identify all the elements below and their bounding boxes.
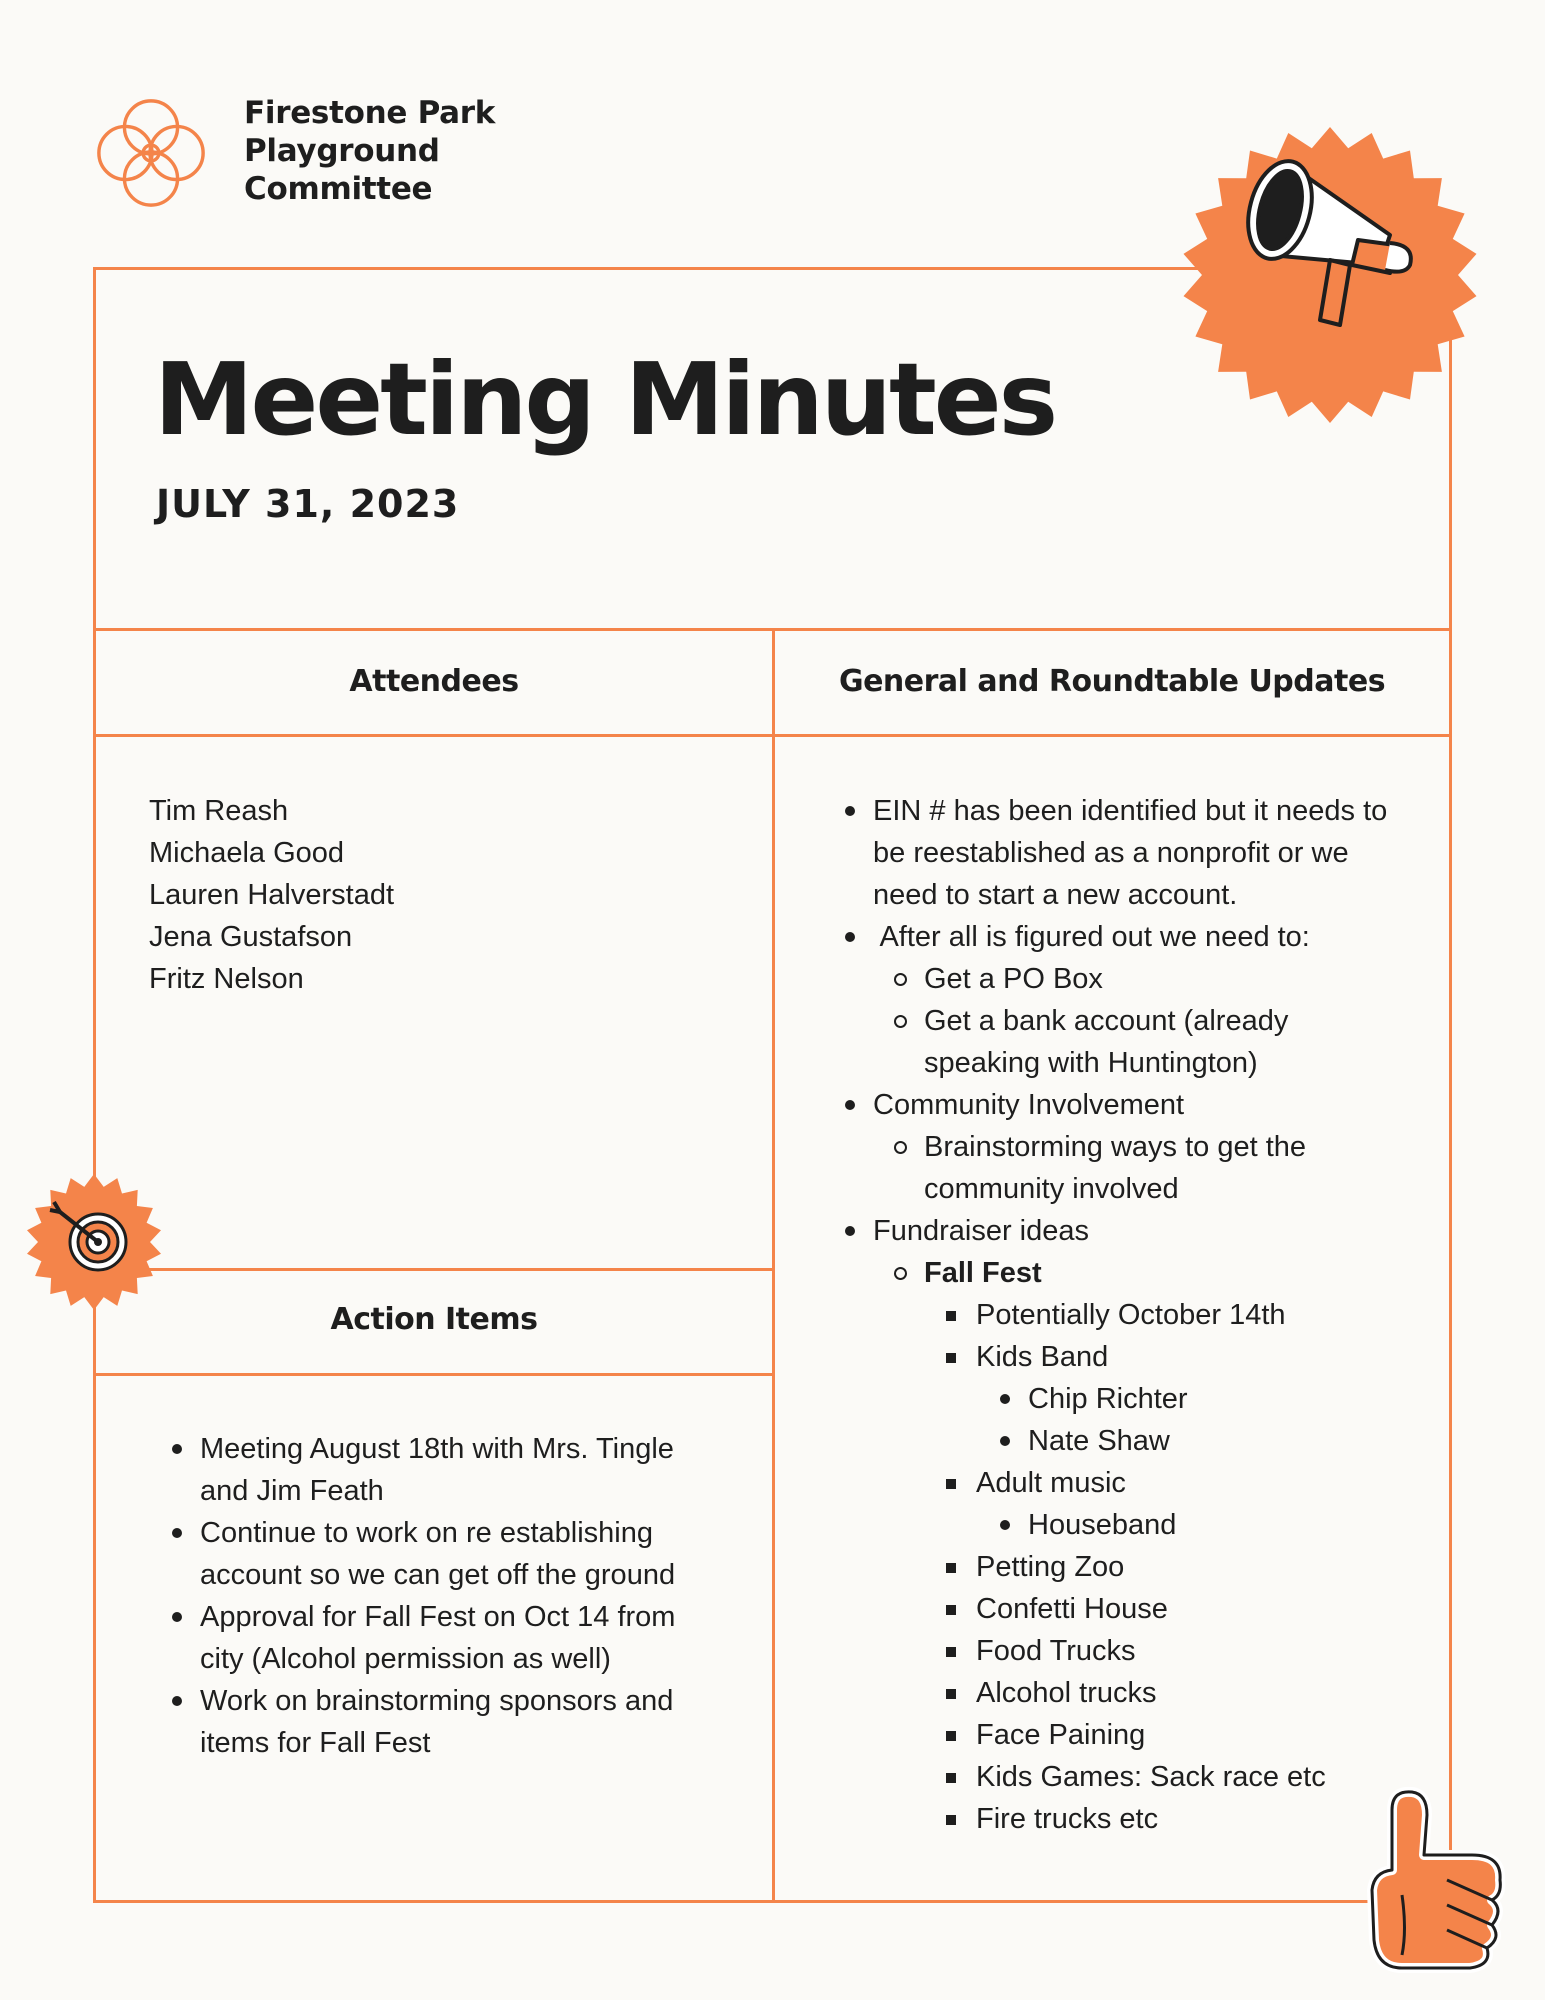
action-item: Continue to work on re establishing account so we can get off the ground — [200, 1512, 720, 1596]
update-subitem: Get a PO Box — [924, 958, 1403, 1000]
action-items-heading: Action Items — [330, 1302, 538, 1337]
update-subsubitem: Confetti House — [976, 1588, 1403, 1630]
attendee-name: Fritz Nelson — [149, 963, 304, 995]
divider-action-items-top — [93, 1268, 775, 1271]
thumbs-up-icon — [1352, 1780, 1512, 1980]
divider-action-items-heading — [93, 1373, 775, 1376]
attendee-name: Lauren Halverstadt — [149, 879, 395, 911]
update-subsubitem: Face Paining — [976, 1714, 1403, 1756]
org-line-3: Committee — [244, 171, 433, 207]
page-title: Meeting Minutes — [154, 341, 1056, 458]
update-subitem: Brainstorming ways to get the community involved — [924, 1126, 1344, 1210]
update-subsubitem: Potentially October 14th — [976, 1294, 1403, 1336]
attendee-name: Jena Gustafson — [149, 921, 353, 953]
update-subsubitem: Petting Zoo — [976, 1546, 1403, 1588]
update-item: After all is figured out we need to: — [873, 916, 1403, 958]
updates-list — [873, 790, 1403, 1840]
action-item: Approval for Fall Fest on Oct 14 from city (Alcohol permission as well) — [200, 1596, 720, 1680]
attendee-name: Tim Reash — [149, 795, 289, 827]
attendees-list — [149, 790, 394, 1000]
action-item: Meeting August 18th with Mrs. Tingle and Jim Feath — [200, 1428, 720, 1512]
org-line-2: Playground — [244, 133, 440, 169]
megaphone-badge-icon — [1180, 125, 1480, 425]
divider-column — [772, 628, 775, 1903]
target-badge-icon — [24, 1172, 164, 1312]
updates-heading: General and Roundtable Updates — [838, 664, 1386, 699]
interlocking-circles-logo-icon — [92, 94, 210, 212]
update-item: Fundraiser ideas — [873, 1210, 1403, 1252]
attendees-heading: Attendees — [349, 664, 519, 699]
meeting-date: JULY 31, 2023 — [156, 482, 460, 526]
update-subsubitem: Adult music — [976, 1462, 1403, 1504]
update-subsubitem: Food Trucks — [976, 1630, 1403, 1672]
organization-name — [244, 94, 495, 208]
update-subsubitem: Alcohol trucks — [976, 1672, 1403, 1714]
update-subitem: Get a bank account (already speaking with Huntington) — [924, 1000, 1324, 1084]
attendee-name: Michaela Good — [149, 837, 345, 869]
update-subsubitem: Fire trucks etc — [976, 1798, 1403, 1840]
update-subitem: Fall Fest — [924, 1252, 1403, 1294]
update-detail: Chip Richter — [1028, 1378, 1403, 1420]
update-detail: Houseband — [1028, 1504, 1403, 1546]
action-item: Work on brainstorming sponsors and items for Fall Fest — [200, 1680, 720, 1764]
update-subsubitem: Kids Band — [976, 1336, 1403, 1378]
update-item: Community Involvement — [873, 1084, 1403, 1126]
org-line-1: Firestone Park — [244, 95, 496, 131]
update-subsubitem: Kids Games: Sack race etc — [976, 1756, 1403, 1798]
update-detail: Nate Shaw — [1028, 1420, 1403, 1462]
action-items-list — [200, 1428, 720, 1764]
update-item: EIN # has been identified but it needs to be reestablished as a nonprofit or we need to start a new account. — [873, 790, 1403, 916]
